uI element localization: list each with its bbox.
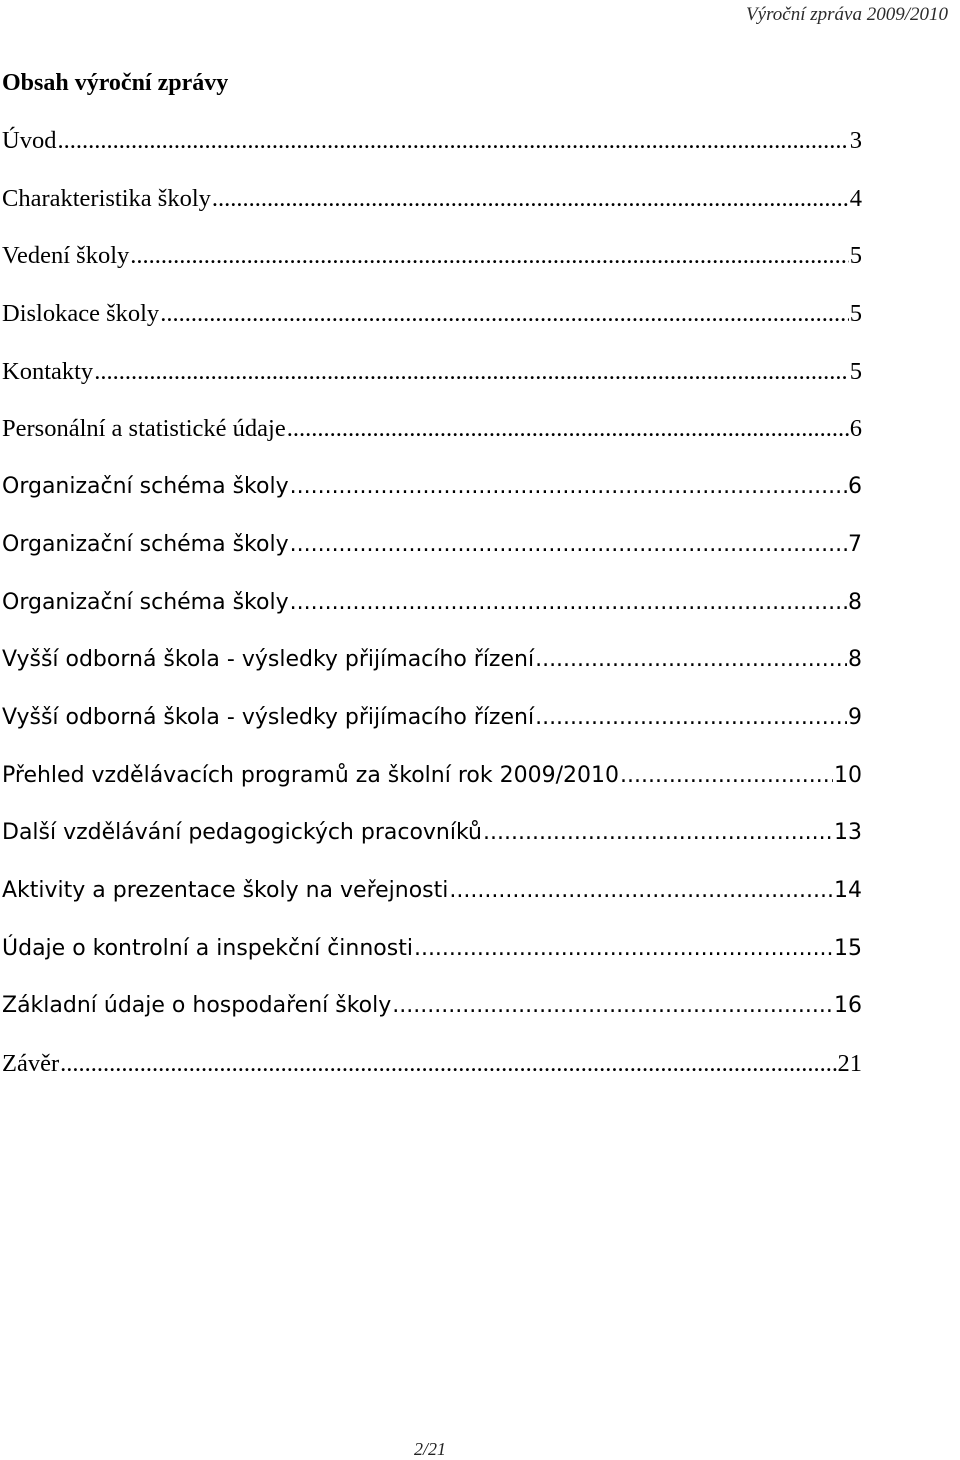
running-header: Výroční zpráva 2009/2010 — [746, 4, 948, 25]
toc-dot-leader — [60, 1047, 836, 1081]
toc-dot-leader — [130, 239, 849, 273]
toc-entry-page-number: 6 — [848, 474, 862, 500]
toc-dot-leader — [535, 701, 847, 735]
toc-entry[interactable] — [2, 1047, 862, 1105]
toc-entry-page-number: 5 — [849, 357, 862, 385]
toc-entry[interactable] — [2, 759, 862, 817]
toc-entry-label: Aktivity a prezentace školy na veřejnosti — [2, 877, 449, 903]
toc-entry-label: Přehled vzdělávacích programů za školní rok 2009/2010 — [2, 762, 619, 788]
toc-dot-leader — [290, 586, 847, 620]
toc-dot-leader — [57, 124, 848, 158]
toc-entry-label: Personální a statistické údaje — [2, 415, 286, 443]
toc-entry[interactable] — [2, 124, 862, 182]
toc-entry-label: Kontakty — [2, 357, 94, 385]
toc-dot-leader — [94, 355, 849, 389]
toc-entry[interactable] — [2, 297, 862, 355]
toc-entry-page-number: 21 — [837, 1050, 862, 1077]
toc-entry-page-number: 9 — [848, 704, 862, 730]
toc-entry-label: Vyšší odborná škola - výsledky přijímacího řízení — [2, 647, 535, 673]
toc-dot-leader — [449, 874, 833, 908]
toc-dot-leader — [287, 412, 849, 446]
toc-entry-label: Charakteristika školy — [2, 184, 211, 212]
toc-entry[interactable] — [2, 643, 862, 701]
toc-entry[interactable] — [2, 701, 862, 759]
toc-entry[interactable] — [2, 874, 862, 932]
toc-entry-page-number: 10 — [834, 762, 862, 788]
toc-entry[interactable] — [2, 470, 862, 528]
toc-dot-leader — [414, 932, 833, 966]
toc-dot-leader — [212, 182, 849, 216]
toc-entry-page-number: 3 — [849, 127, 862, 154]
toc-entry-label: Údaje o kontrolní a inspekční činnosti — [2, 935, 413, 961]
toc-entry-page-number: 5 — [849, 300, 862, 328]
toc-entry-page-number: 13 — [834, 820, 862, 846]
toc-entry-label: Organizační schéma školy — [2, 474, 289, 500]
toc-dot-leader — [290, 470, 847, 504]
page-number: 2/21 — [413, 1439, 446, 1459]
toc-entry[interactable] — [2, 932, 862, 990]
toc-entry-label: Úvod — [2, 127, 57, 154]
toc-entry-page-number: 14 — [834, 877, 862, 903]
toc-entry-page-number: 16 — [834, 993, 862, 1019]
toc-entry[interactable] — [2, 412, 862, 470]
toc-entry-page-number: 8 — [848, 589, 862, 615]
toc-entry-label: Organizační schéma školy — [2, 589, 289, 615]
toc-dot-leader — [620, 759, 833, 793]
toc-dot-leader — [290, 528, 847, 562]
toc-entry-page-number: 7 — [848, 531, 862, 557]
toc-entry-label: Další vzdělávání pedagogických pracovníků — [2, 820, 482, 846]
toc-entry-page-number: 6 — [849, 415, 862, 443]
toc-entry-label: Základní údaje o hospodaření školy — [2, 993, 392, 1019]
toc-entry-page-number: 15 — [834, 935, 862, 961]
table-of-contents — [2, 124, 862, 1105]
toc-entry[interactable] — [2, 528, 862, 586]
toc-dot-leader — [535, 643, 847, 677]
toc-entry-label: Dislokace školy — [2, 300, 160, 328]
toc-entry[interactable] — [2, 239, 862, 297]
toc-entry-page-number: 4 — [849, 184, 862, 212]
toc-dot-leader — [483, 816, 833, 850]
toc-entry-label: Organizační schéma školy — [2, 531, 289, 557]
toc-entry[interactable] — [2, 182, 862, 240]
toc-entry-label: Závěr — [2, 1050, 60, 1077]
toc-entry[interactable] — [2, 355, 862, 413]
toc-entry-page-number: 8 — [848, 647, 862, 673]
toc-dot-leader — [392, 989, 833, 1023]
toc-dot-leader — [160, 297, 849, 331]
toc-entry[interactable] — [2, 586, 862, 644]
toc-entry[interactable] — [2, 989, 862, 1047]
toc-entry-label: Vedení školy — [2, 242, 130, 270]
toc-entry-label: Vyšší odborná škola - výsledky přijímacího řízení — [2, 704, 535, 730]
toc-title: Obsah výroční zprávy — [2, 70, 229, 96]
toc-entry-page-number: 5 — [849, 242, 862, 270]
toc-entry[interactable] — [2, 816, 862, 874]
